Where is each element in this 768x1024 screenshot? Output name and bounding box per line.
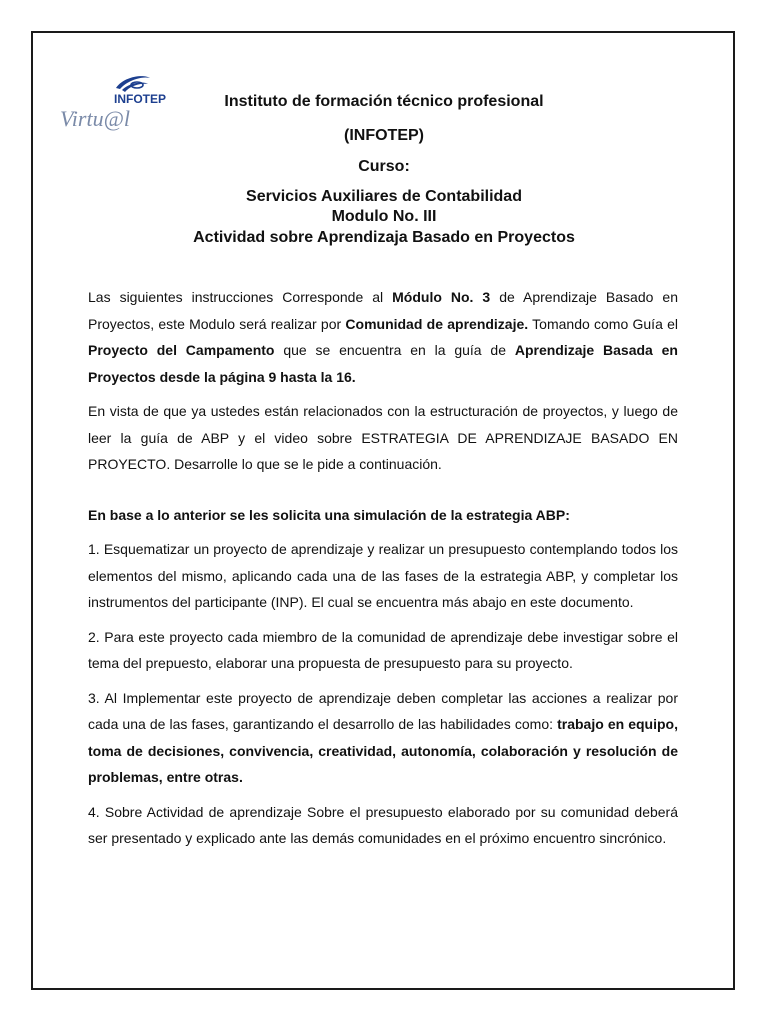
bold-run: Aprendizaje Basada en Proyectos desde la página 9 hasta la 16. [88,342,678,385]
course-label: Curso: [358,158,410,175]
logo-brand-text: INFOTEP [114,92,167,106]
text-run: Las siguientes instrucciones Corresponde al [88,289,393,305]
activity-title: Actividad sobre Aprendizaja Basado en Proyectos [193,229,575,246]
course-name: Servicios Auxiliares de Contabilidad [246,188,522,205]
institution-abbreviation: (INFOTEP) [344,127,424,144]
text-run: Tomando como Guía el [528,315,679,332]
paragraph-request [88,502,678,529]
list-item-2: 2. Para este proyecto cada miembro de la comunidad de aprendizaje debe investigar sobre el tema del prepuesto, elaborar una propuesta de presupuesto para su proyecto. [88,628,678,671]
list-item-3 [88,685,678,791]
bold-run: Proyecto del Campamento [88,342,275,358]
document-body [88,284,678,860]
logo-script-text: Virtu@l [60,106,130,131]
list-item-4: 4. Sobre Actividad de aprendizaje Sobre el presupuesto elaborado por su comunidad deberá ser presentado y explicado ante las demás comunidades en el próximo encuentro sincrónico. [88,803,678,846]
bold-run: Módulo No. 3 [392,289,491,305]
paragraph-instructions [88,284,678,390]
institution-name: Instituto de formación técnico profesional [224,93,544,110]
paragraph-context: En vista de que ya ustedes están relacionados con la estructuración de proyectos, y luego de leer la guía de ABP y el video sobre ESTRATEGIA DE APRENDIZAJE BASADO EN PROYECTO. Desarrolle lo que se le pide a continuación. [88,403,678,472]
module-number: Modulo No. III [331,208,437,225]
bold-run: Comunidad de aprendizaje. [345,315,529,332]
text-run: de Aprendizaje Basado en Proyectos, este Modulo será realizar por [88,289,678,332]
bold-run: En base a lo anterior se les solicita una simulación de la estrategia ABP: [88,506,570,523]
list-item-1: 1. Esquematizar un proyecto de aprendizaje y realizar un presupuesto contemplando todos los elementos del mismo, aplicando cada una de las fases de la estrategia ABP, y completar los instrumentos del participante (INP). El cual se encuentra más abajo en este documento. [88,541,678,610]
bold-run: trabajo en equipo, toma de decisiones, convivencia, creatividad, autonomía, colaboración y resolución de problemas, entre otras. [88,716,678,785]
text-run: que se encuentra en la guía de [274,342,515,358]
document-header [90,90,678,250]
text-run: 3. Al Implementar este proyecto de aprendizaje deben completar las acciones a realizar por cada una de las fases, garantizando el desarrollo de las habilidades como: [88,689,678,732]
